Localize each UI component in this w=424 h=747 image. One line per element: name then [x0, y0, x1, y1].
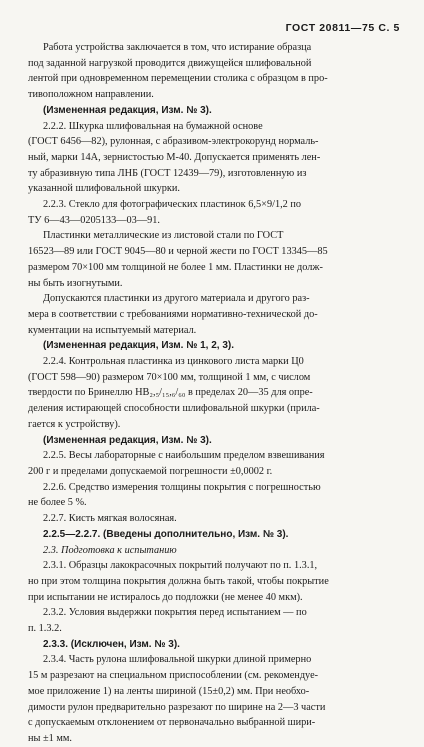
paragraph-2-3-3: 2.3.3. (Исключен, Изм. № 3).: [43, 638, 180, 650]
paragraph-2-2-4: 2.2.4. Контрольная пластинка из цинкового листа марки Ц0 (ГОСТ 598—90) размером 70×100 мм, толщиной 1 мм, с числом твердости по Бринеллю HB₂,₅/₁₅,₆/₆₀ в пределах 20—35 для опре- деления истирающей способности шлифовальной шкурки (прила- гается к устройству).: [28, 356, 320, 430]
paragraph-device-operation: Работа устройства заключается в том, что истирание образца под заданной нагрузкой проводится движущейся шлифовальной лентой при одновременном перемещении столика с образцом в про- тивоположном направлении.: [28, 42, 328, 101]
paragraph-2-2-6: 2.2.6. Средство измерения толщины покрытия с погрешностью не более 5 %.: [28, 481, 321, 509]
paragraph-2-2-2: 2.2.2. Шкурка шлифовальная на бумажной основе (ГОСТ 6456—82), рулонная, с абразивом-электрокорунд нормаль- ный, марки 14А, зернистостью М-40. Допускается применять лен- ту абразивную типа ЛНБ (ГОСТ 12439—79), изготовленную из указанной шлифовальной шкурки.: [28, 120, 321, 195]
paragraph-other-plates: Допускаются пластинки из другого материала и другого раз- мера в соответствии с требованиями нормативно-технической до- кументации на испытуемый материал.: [28, 293, 318, 336]
paragraph-2-2-7: 2.2.7. Кисть мягкая волосяная.: [43, 513, 177, 525]
paragraph-2-2-3: 2.2.3. Стекло для фотографических пластинок 6,5×9/1,2 по ТУ 6—43—0205133—03—91.: [28, 199, 302, 226]
amendment-note: 2.2.5—2.2.7. (Введены дополнительно, Изм. № 3).: [43, 528, 289, 540]
paragraph-metal-plates: Пластинки металлические из листовой стали по ГОСТ 16523—89 или ГОСТ 9045—80 и черной жести по ГОСТ 13345—85 размером 70×100 мм толщиной не более 1 мм. Пластинки не долж- ны быть изогнутыми.: [28, 230, 328, 289]
document-body: [28, 40, 398, 747]
amendment-note: (Измененная редакция, Изм. № 1, 2, 3).: [43, 340, 235, 352]
paragraph-2-3-1: 2.3.1. Образцы лакокрасочных покрытий получают по п. 1.3.1, но при этом толщина покрытия должна быть такой, чтобы покрытие при испытании не истиралось до подложки (не менее 40 мкм).: [28, 560, 329, 603]
amendment-note: (Измененная редакция, Изм. № 3).: [43, 104, 212, 116]
page-header: ГОСТ 20811—75 С. 5: [285, 22, 400, 34]
amendment-note: (Измененная редакция, Изм. № 3).: [43, 434, 212, 446]
paragraph-2-3-4: 2.3.4. Часть рулона шлифовальной шкурки длиной примерно 15 м разрезают на специальном приспособлении (см. рекомендуе- мое приложение 1) на ленты шириной (15±0,2) мм. При необхо- димости рулон предварительно разрезают по ширине на 2—3 части с допускаемым отклонением от первоначально выбранной шири- ны ±1 мм.: [28, 654, 326, 744]
section-heading-2-3: 2.3. Подготовка к испытанию: [43, 544, 177, 556]
paragraph-2-2-5: 2.2.5. Весы лабораторные с наибольшим пределом взвешивания 200 г и пределами допускаемой погрешности ±0,0002 г.: [28, 450, 325, 477]
paragraph-2-3-2: 2.3.2. Условия выдержки покрытия перед испытанием — по п. 1.3.2.: [28, 607, 307, 635]
